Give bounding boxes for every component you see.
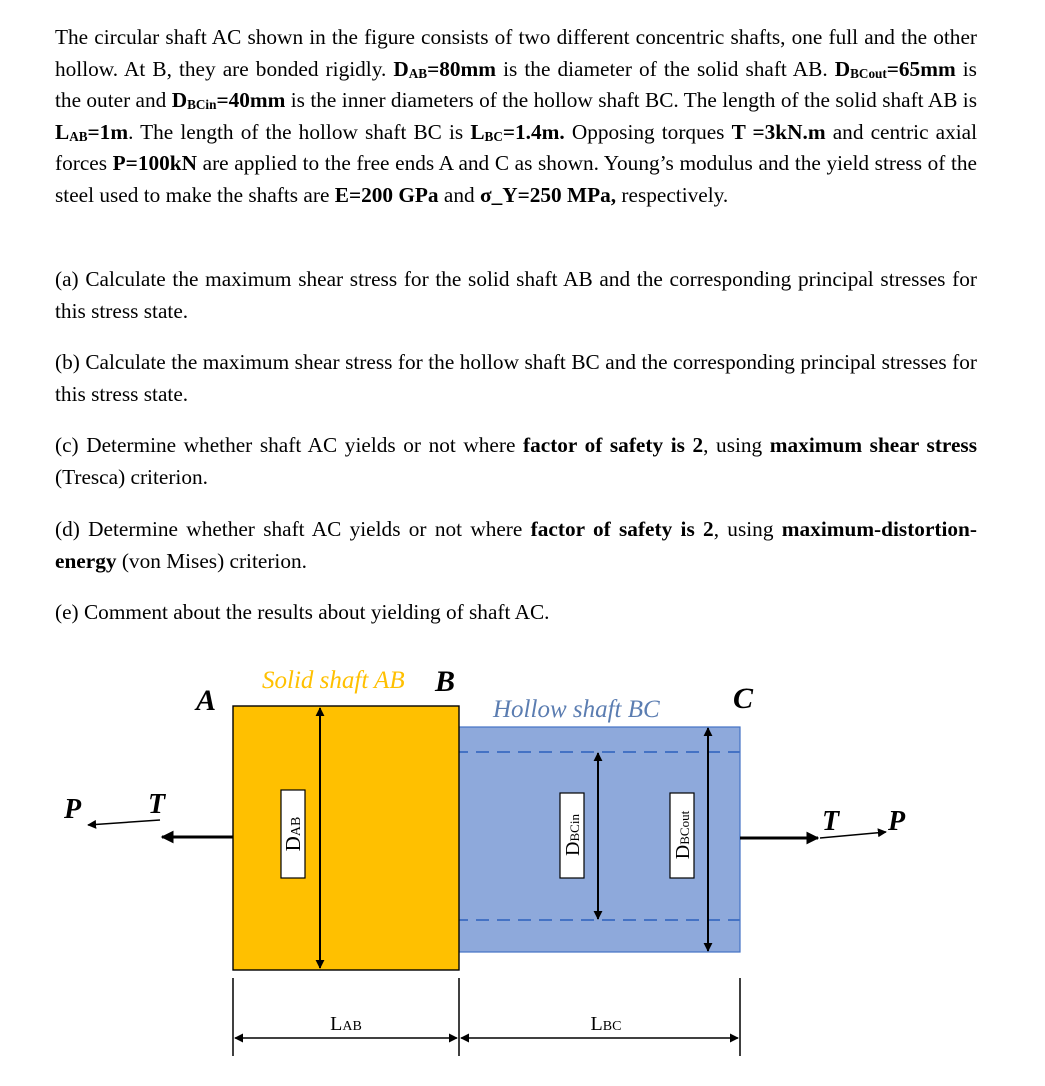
intro-text: are applied to the free ends A and C as shown. Young’s modulus and the yield stress of the steel used to make the shafts are <box>55 151 978 207</box>
force-value: P=100kN <box>112 151 197 175</box>
lbc-label: LBC <box>590 1013 622 1035</box>
torque-value: T =3kN.m <box>731 119 826 144</box>
intro-text: and centric axial forces <box>55 119 978 175</box>
yield-value: σ_Y=250 MPa, <box>479 182 617 207</box>
left-p-label: P <box>64 794 82 825</box>
intro-text: Opposing torques <box>571 119 725 144</box>
point-c-label: C <box>733 682 754 715</box>
question-e: (e) Comment about the results about yielding of shaft AC. <box>55 600 550 624</box>
intro-text: is the diameter of the solid shaft AB. <box>503 56 828 81</box>
left-t-label: T <box>148 789 166 820</box>
dab-label: DAB <box>281 816 305 852</box>
point-a-label: A <box>196 684 217 717</box>
question-b: (b) Calculate the maximum shear stress for the hollow shaft BC and the corresponding principal stresses for this stress state. <box>55 350 977 406</box>
solid-shaft-label: Solid shaft AB <box>262 667 405 694</box>
right-t-label: T <box>822 806 840 837</box>
hollow-shaft-label: Hollow shaft BC <box>493 696 660 723</box>
dbcin-value: $D_{BCin}=40mm$ <box>171 88 286 112</box>
question-c: (c) Determine whether shaft AC yields or not where factor of safety is 2, using maximum shear stress (Tresca) criterion. <box>55 433 978 489</box>
intro-text: is the outer and <box>55 56 977 112</box>
solid-shaft-ab <box>233 706 459 970</box>
intro-text: . The length of the hollow shaft BC is <box>128 119 464 144</box>
lab-value: $L_{AB}=1m$ <box>55 119 129 144</box>
right-p-label: P <box>888 806 906 837</box>
intro-text: is the inner diameters of the hollow shaft BC. The length of the solid shaft AB is <box>290 88 978 112</box>
left-p-arrow <box>88 820 160 825</box>
lab-label: LAB <box>330 1013 362 1035</box>
dbcout-value: $D_{BCout}=65mm$ <box>834 56 956 81</box>
dab-value: $D_{AB}=80mm$ <box>393 56 497 81</box>
dbcout-label: DBCout <box>672 810 694 860</box>
question-d: (d) Determine whether shaft AC yields or not where factor of safety is 2, using maximum-distortion-energy (von Mises) criterion. <box>55 517 977 573</box>
intro-text: The circular shaft AC shown in the figure consists of two different concentric shafts, one full and the other hollow. At B, they are bonded rigidly. <box>55 25 977 81</box>
intro-text: and <box>443 182 475 207</box>
point-b-label: B <box>435 665 456 698</box>
lbc-value: $L_{BC}=1.4m$. <box>470 119 565 144</box>
dbcin-label: DBCin <box>562 814 584 856</box>
intro-text: respectively. <box>621 182 729 207</box>
question-a: (a) Calculate the maximum shear stress for the solid shaft AB and the corresponding principal stresses for this stress state. <box>55 267 977 323</box>
modulus-value: E=200 GPa <box>334 182 439 207</box>
